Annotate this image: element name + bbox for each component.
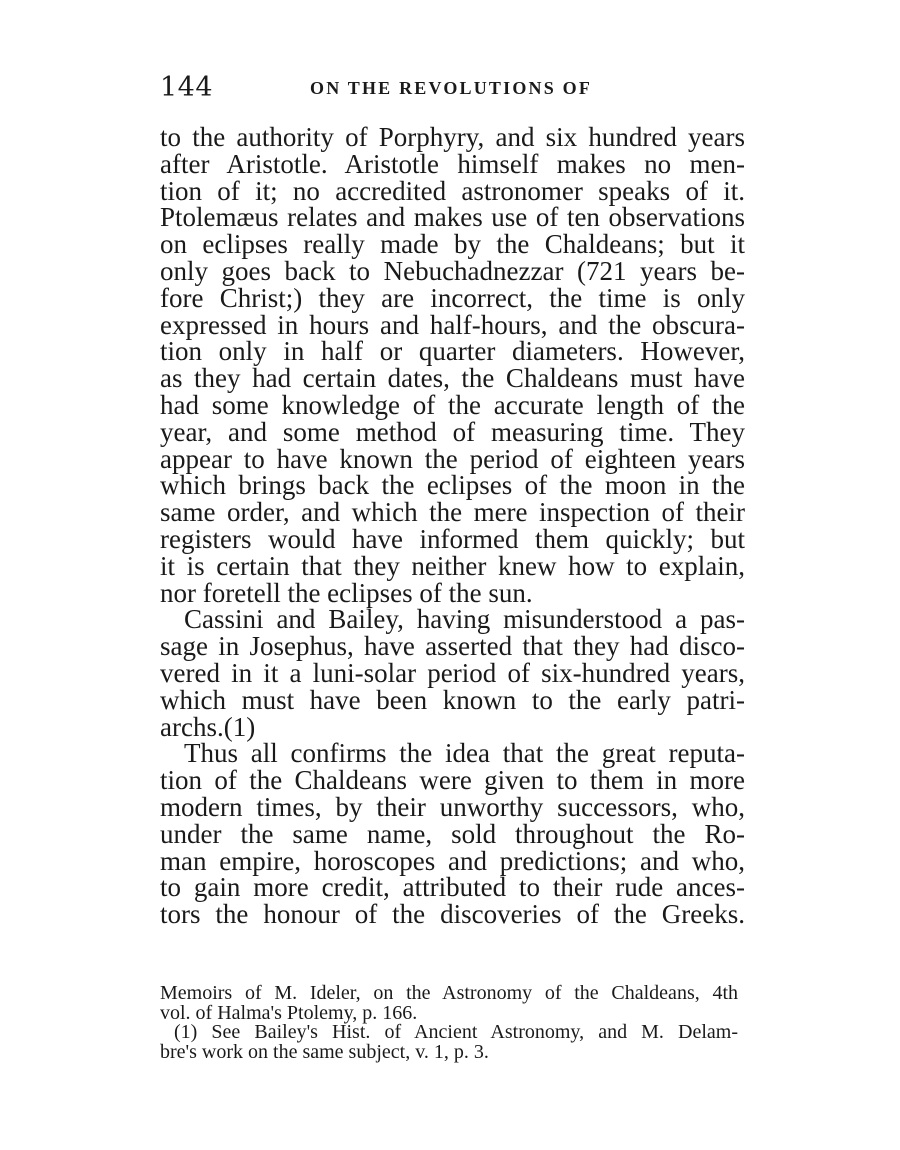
- body-line: tion only in half or quarter diameters. However,: [160, 336, 745, 367]
- body-line: it is certain that they neither knew how to explain,: [160, 550, 745, 581]
- footnote-line: vol. of Halma's Ptolemy, p. 166.: [160, 1001, 418, 1024]
- body-line: registers would have informed them quickly; but: [160, 523, 745, 554]
- body-line: to the authority of Porphyry, and six hundred years: [160, 122, 745, 152]
- body-line: modern times, by their unworthy successors, who,: [160, 791, 745, 822]
- body-line: tion of the Chaldeans were given to them in more: [160, 765, 745, 796]
- body-line: man empire, horoscopes and predictions; and who,: [160, 845, 745, 876]
- body-line: same order, and which the mere inspection of their: [160, 497, 745, 528]
- body-line: sage in Josephus, have asserted that they had disco-: [160, 631, 745, 662]
- body-line: only goes back to Nebuchadnezzar (721 years be-: [160, 255, 745, 286]
- body-line: appear to have known the period of eighteen years: [160, 443, 745, 474]
- body-text: [160, 124, 745, 928]
- body-line: Ptolemæus relates and makes use of ten observations: [160, 202, 745, 233]
- body-line: as they had certain dates, the Chaldeans must have: [160, 363, 745, 394]
- body-line: which brings back the eclipses of the moon in the: [160, 470, 745, 501]
- body-line: archs.(1): [160, 711, 256, 742]
- body-line: to gain more credit, attributed to their rude ances-: [160, 872, 745, 903]
- body-line: vered in it a luni-solar period of six-hundred years,: [160, 657, 745, 688]
- body-line: Cassini and Bailey, having misunderstood a pas-: [184, 604, 745, 635]
- body-line: tion of it; no accredited astronomer speaks of it.: [160, 175, 745, 206]
- footnotes: [160, 984, 738, 1062]
- body-line: expressed in hours and half-hours, and the obscura-: [160, 309, 745, 340]
- body-line: on eclipses really made by the Chaldeans; but it: [160, 229, 745, 260]
- body-line: year, and some method of measuring time. They: [160, 416, 745, 447]
- running-head: [160, 72, 745, 112]
- footnote-line: (1) See Bailey's Hist. of Ancient Astronomy, and M. Delam-: [174, 1021, 738, 1043]
- body-line: under the same name, sold throughout the Ro-: [160, 818, 745, 849]
- footnote-line: bre's work on the same subject, v. 1, p. 3.: [160, 1040, 489, 1063]
- body-line: which must have been known to the early patri-: [160, 684, 745, 715]
- running-title: ON THE REVOLUTIONS OF: [310, 78, 593, 98]
- body-line: fore Christ;) they are incorrect, the time is only: [160, 282, 745, 313]
- body-line: Thus all confirms the idea that the great reputa-: [184, 738, 745, 769]
- body-line: nor foretell the eclipses of the sun.: [160, 577, 533, 608]
- page-number: 144: [160, 72, 214, 103]
- body-line: after Aristotle. Aristotle himself makes no men-: [160, 148, 745, 179]
- body-line: had some knowledge of the accurate length of the: [160, 389, 745, 420]
- body-line: tors the honour of the discoveries of the Greeks.: [160, 899, 745, 930]
- footnote-line: Memoirs of M. Ideler, on the Astronomy of the Chaldeans, 4th: [160, 982, 738, 1004]
